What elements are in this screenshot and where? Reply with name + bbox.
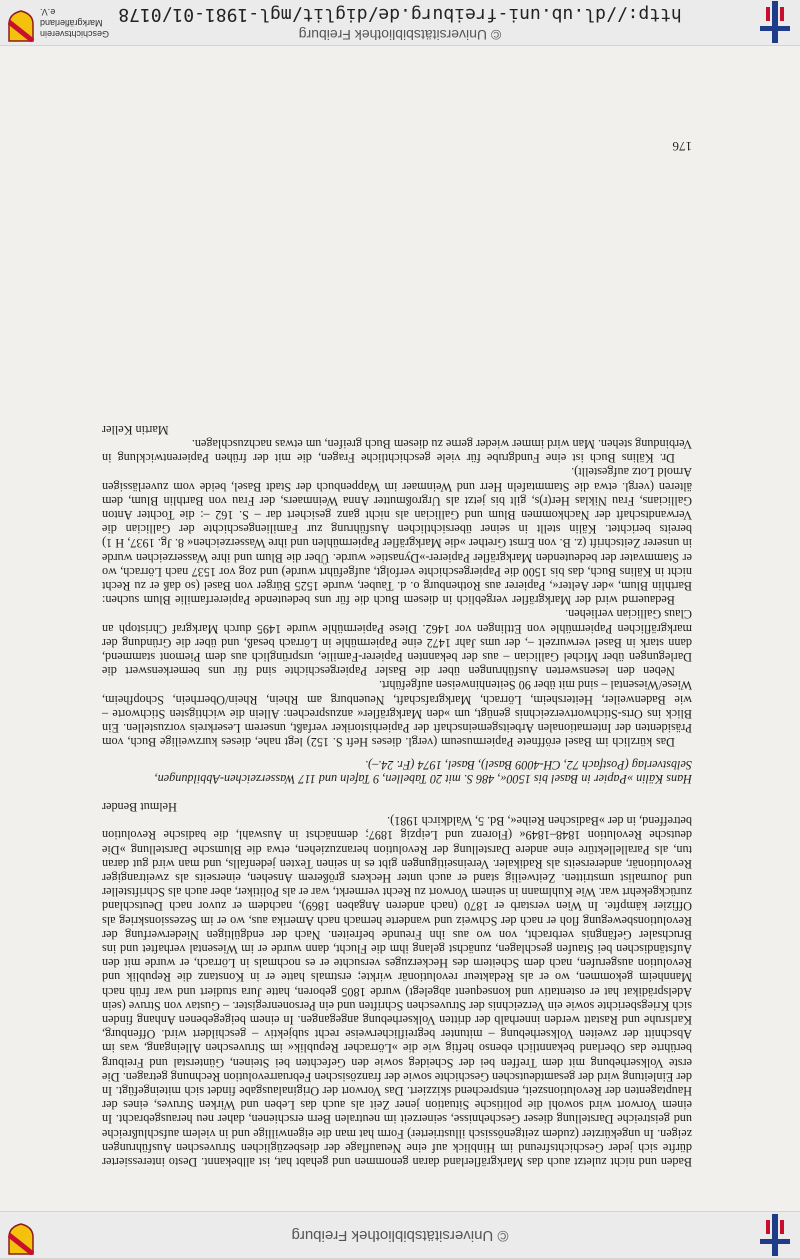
review2-paragraph: Dr. Kälins Buch ist eine Fundgrube für viele geschichtliche Fragen, die mit der frühen Papierentwicklung in Verbindung stehen. Man wird immer wieder gerne zu diesem Buch greifen, um etwas nachzuschlagen. [102, 437, 692, 466]
society-name-line: Markgräflerland e.V. [40, 7, 103, 28]
viewer-header [0, 1211, 800, 1259]
review1-signature: Helmut Bender [102, 799, 177, 814]
page-number: 176 [672, 139, 692, 154]
society-name-line: Geschichtsverein [40, 29, 110, 39]
society-name [40, 6, 120, 39]
library-credit: © Universitätsbibliothek Freiburg [298, 27, 502, 43]
viewer-footer [0, 0, 800, 46]
review2-paragraph: Bedauernd wird der Markgräfler vergeblich in diesem Buch die für uns bedeutende Papiererfamilie Blum suchen: Barthlin Blum, »der Aelter«, Papierer aus Rothenburg o. d. Tauber, wurde 1525 Bürger von Basel (so daß er zu Recht nicht in Kälins Buch, das bis 1500 die Papiergeschichte verfolgt, aufgeführt wurde) und zog vor 1537 nach Lörrach, wo er Stammvater der bedeutenden Markgräfler Papierer-»Dynastie« wurde. Über die Blum und ihre Wasserzeichen wurde in unserer Zeitschrift (z. B. von Ernst Grether »die Markgräfler Papiermühlen und ihre Wasserzeichen« 8. Jg. 1937, H 1) bereits berichtet. Kälin stellt in seiner übersichtlichen Ausführung zur Familiengeschichte der Gallician die Verwandtschaft der Nachkommen Blum und Gallician als nicht ganz gesichert dar – S. 162 –: die Tochter Anton Gallicians, Frau Niklas Her(r)s, gilt bis jetzt als Urgroßmutter Anna Weinmaers, der Frau von Barthlin Blum, dem älteren (vergl. etwa die Stammtafeln Herr und Weinmaer im Wappenbuch der Stadt Basel, beide vom zuverlässigen Arnold Lotz aufgestellt). [102, 465, 692, 608]
university-logo-icon [760, 1, 790, 43]
review2-title: Hans Kälin »Papier in Basel bis 1500«, 486 S. mit 20 Tabellen, 9 Tafeln und 117 Wasserzeichen-Abbildungen, Selbstverlag (Postfach 72, CH-4009 Basel), Basel, 1974 (Fr. 24.–). [154, 757, 692, 786]
review1-paragraph: Baden und nicht zuletzt auch das Markgräflerland daran genommen und gehabt hat, ist allbekannt. Desto interessierter dürfte sich jeder Geschichtsfreund im Hinblick auf eine Neuauflage der diesbezüglichen Struveschen Ausführungen zeigen. In ungekürzter (zudem zeitgenössisch illustrierter) Form hat man die eigenwillige und in vielem aufschlußreiche und geistreiche Darstellung dieser Geschehnisse, seinerzeit im neutralen Bern erschienen, daher neu herausgebracht. In einem Vorwort wird sowohl die politische Situation jener Zeit als auch das Leben und Wirken Struves, eines der Hauptagenten der Revolutionszeit, entsprechend skizziert. Das Vorwort der Originalausgabe findet sich miteingefügt. In der Einleitung wird der gesamtdeutschen Geschichte sowie der französischen Februarrevolution Rechnung getragen. Die erste Volkserhebung mit dem Treffen bei der Scheideg sowie den Gefechten bei Steinen, Günterstal und Freiburg berührte das Oberland bekanntlich ebenso heftig wie die »Lörracher Republik« im Struveschen Alleingang, was im Abschnitt der zweiten Volkserhebung – mitunter begreiflicherweise recht subjektiv – geschildert wird. Offenburg, Karlsruhe und Rastatt werden innerhalb der dritten Volkserhebung angegangen. In einem beigegebenen Anhang finden sich Kriegsberichte sowie ein Verzeichnis der Struveschen Schriften und ein Personenregister. – Gustav von Struve (sein Adelsprädikat hat er ostentativ und konsequent abgelegt) wurde 1805 geboren, hatte Jura studiert und war früh nach Mannheim gekommen, wo er als Redakteur revolutionär wirkte; erstmals hatte er in Konstanz die Republik und Revolution ausgerufen, nach dem Scheitern des Heckerzuges versuchte er es nochmals in Lörrach, er wurde mit den Aufständischen bei Staufen geschlagen, zunächst gelang ihm die Flucht, dann wurde er im Wiesental verhaftet und ins Bruchsaler Gefängnis verbracht, von wo aus ihn Freunde befreiten. Nach der endgültigen Niederwerfung der Revolutionsbewegung floh er nach der Schweiz und wanderte hernach nach Amerika aus, wo er im Sezessionskrieg als Offizier kämpfte. In Wien verstarb er 1870 (nach anderen Angaben 1869), nachdem er zuvor nach Deutschland zurückgekehrt war. Wie Kuhlmann in seinem Vorwort zu Recht vermerkt, war er als Politiker, aber auch als Schriftsteller und Journalist umstritten. Zeitweilig stand er auch unter Heckers größerem Ansehen, einerseits als zweitrangiger Revolutionär, andererseits als Radikaler. Vereinseitigungen gibt es in seinen Texten jedenfalls, und man wird gut daran tun, als Parallellektüre eine andere Darstellung der Revolution heranzuziehen, etwa die Blumsche Darstellung »Die deutsche Revolution 1848–1849« (Florenz und Leipzig 1897; demnächst in Auswahl, die badische Revolution betreffend, in der »Badischen Reihe«, Bd. 5, Waldkirch 1981). [102, 814, 692, 1169]
society-crest-icon [8, 10, 34, 42]
document-body [102, 423, 692, 1169]
library-credit: © Universitätsbibliothek Freiburg [291, 1227, 509, 1244]
society-crest-icon [8, 1223, 34, 1255]
document-url[interactable]: http://dl.ub.uni-freiburg.de/diglit/mgl-1981-01/0178 [118, 4, 682, 25]
review2-paragraph: Das kürzlich im Basel eröffnete Papiermuseum (vergl. dieses Heft S. 152) legt nahe, dieses kurzweilige Buch, vom Präsidenten der Internationalen Arbeitsgemeinschaft der Papierhistoriker verfaßt, unserem Leserkreis vorzustellen. Ein Blick ins Orts-Stichwortverzeichnis genügt, um »den Markgräfler« anzusprechen: Allein die wichtigsten Stichworte – wie Badenweiler, Heitersheim, Lörrach, Markgrafschaft, Neuenburg am Rhein, Rhein/Oberrhein, Schopfheim, Wiese/Wiesental – sind mit über 90 Seitenhinweisen aufgeführt. [102, 678, 692, 750]
review2-signature: Martin Keller [102, 422, 169, 437]
review2-paragraph: Neben den lesenswerten Ausführungen über die Basler Papiergeschichte sind für uns bemerkenswert die Darlegungen über Michel Gallician – aus der bekannten Papierer-Familie, ursprünglich aus dem Piemont stammend, dann stark in Basel verwurzelt –, der ums Jahr 1472 eine Papiermühle in Lörrach besaß, und über die Gründung der markgräflichen Papiermühle von Ettlingen vor 1462. Diese Papiermühle wurde 1495 durch Markgraf Christoph an Claus Gallician verliehen. [102, 607, 692, 679]
